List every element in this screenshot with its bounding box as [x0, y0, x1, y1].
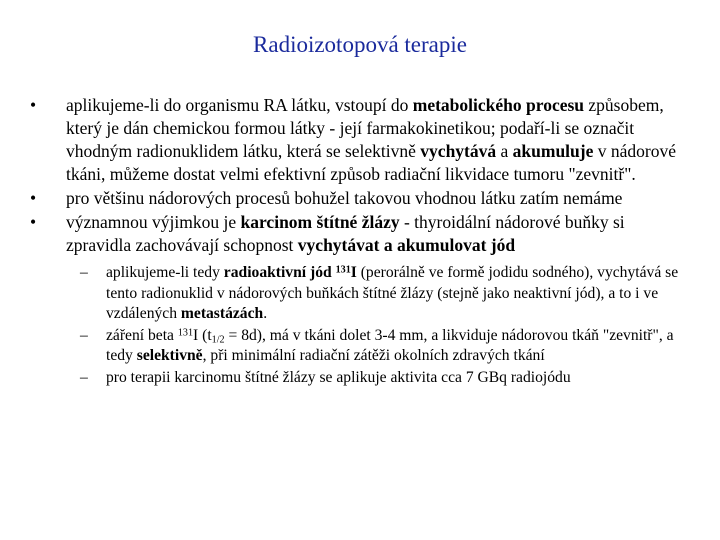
bullet-text: pro většinu nádorových procesů bohužel takovou vhodnou látku zatím nemáme: [66, 188, 623, 208]
sub-bullet-text: pro terapii karcinomu štítné žlázy se aplikuje aktivita cca 7 GBq radiojódu: [106, 368, 571, 386]
sub-bullet-text: I (t: [193, 326, 212, 344]
bullet-symbol: •: [30, 95, 37, 115]
bold-term: akumuluje: [512, 141, 594, 161]
bullet-item: [30, 187, 690, 210]
bold-term: vychytává: [420, 141, 497, 161]
sub-bullet-text: = 8d), má v tkáni dolet 3-4 mm, a likviduje nádorovou tkáň "zevnitř", a tedy: [106, 326, 674, 364]
bullet-symbol: •: [30, 212, 37, 232]
bold-term: vychytávat a akumulovat jód: [297, 235, 516, 255]
dash-symbol: –: [80, 264, 88, 281]
isotope-mass-number: 131: [335, 264, 351, 276]
isotope-mass-number: 131: [177, 326, 194, 338]
bullet-text: v nádorové tkáni, můžeme dostat velmi efektivní způsob radiační likvidace tumoru "zevnitř".: [66, 141, 676, 184]
bullet-text: aplikujeme-li do organismu RA látku, vstoupí do: [66, 95, 413, 115]
bold-term: karcinom štítné žlázy: [240, 212, 400, 232]
bullet-symbol: •: [30, 188, 37, 208]
bold-term: radioaktivní jód: [223, 264, 336, 281]
bold-term: I: [350, 264, 357, 281]
bullet-text: a: [496, 141, 513, 161]
sub-bullet-item: [30, 368, 690, 389]
bullet-text: - thyroidální nádorové buňky si zpravidla zachovávají schopnost: [66, 212, 625, 255]
sub-bullet-text: .: [263, 305, 268, 322]
sub-bullet-text: záření beta: [106, 326, 178, 344]
sub-bullet-text: aplikujeme-li tedy: [106, 264, 224, 281]
sub-bullet-text: (perorálně ve formě jodidu sodného), vychytává se tento radionuklid v nádorových buňkách štítné žlázy (stejně jako neaktivní jód), a to i ve vzdálených: [106, 264, 679, 322]
bold-term: metastázách: [180, 305, 264, 322]
sub-list: [30, 263, 690, 388]
bold-term: selektivně: [136, 347, 203, 364]
slide-title: Radioizotopová terapie: [253, 32, 467, 57]
sub-bullet-text: , při minimální radiační zátěži okolních zdravých tkání: [202, 347, 545, 364]
dash-symbol: –: [80, 368, 88, 386]
bullet-text: významnou výjimkou je: [66, 212, 241, 232]
sub-bullet-item: [30, 263, 690, 325]
bullet-item: [30, 94, 690, 186]
bold-term: metabolického procesu: [412, 95, 585, 115]
slide-content: [30, 94, 690, 389]
dash-symbol: –: [80, 326, 88, 344]
bullet-text: způsobem, který je dán chemickou formou látky - její farmakokinetikou; podaří-li se označit vhodným radionuklidem látku, která se selektivně: [66, 95, 664, 161]
half-life-subscript: 1/2: [211, 334, 225, 346]
bullet-item: [30, 211, 690, 257]
sub-bullet-item: [30, 326, 690, 367]
